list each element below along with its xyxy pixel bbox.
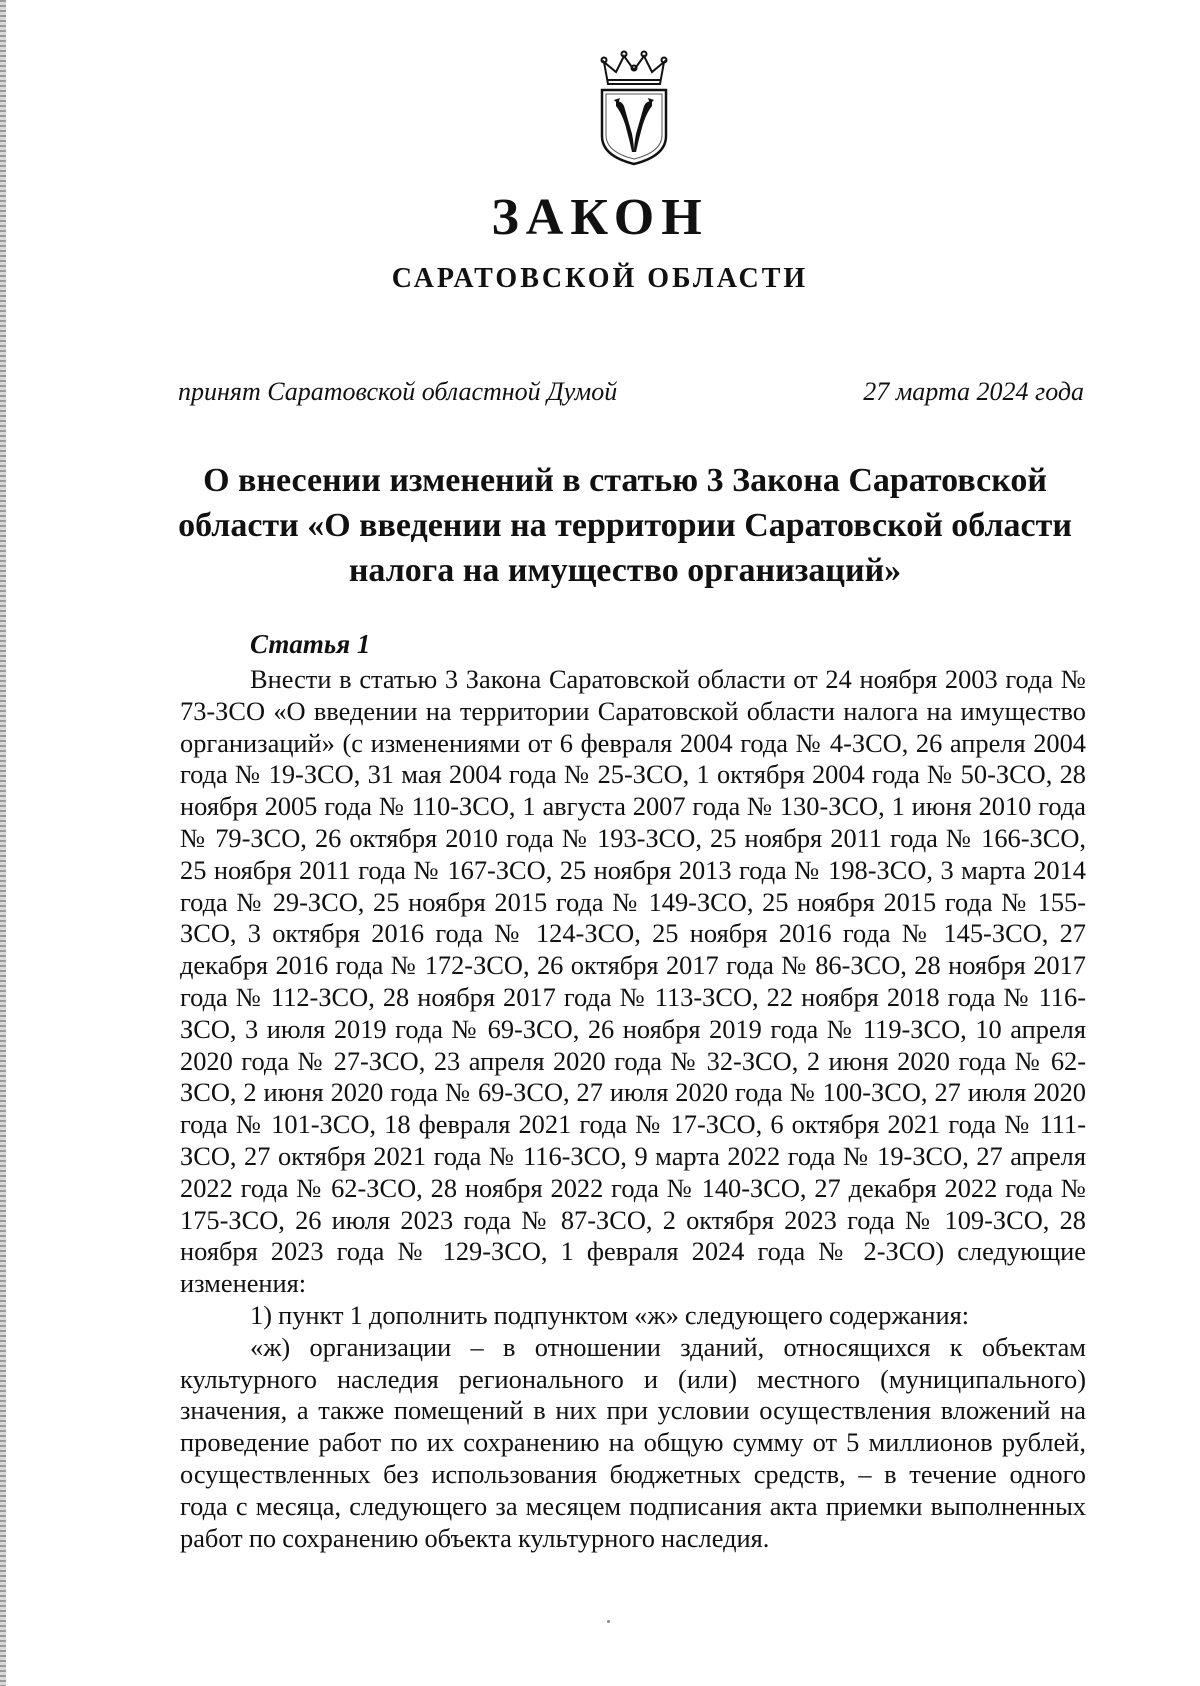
article-heading: Статья 1 (250, 629, 371, 659)
law-title: ЗАКОН (491, 189, 709, 246)
law-subtitle: САРАТОВСКОЙ ОБЛАСТИ (391, 263, 809, 294)
article-paragraph: 1) пункт 1 дополнить подпунктом «ж» следующего содержания: (250, 1299, 970, 1330)
article-paragraph: Внести в статью 3 Закона Саратовской области от 24 ноября 2003 года № 73-ЗСО «О введении на территории Саратовской области налога на имущество организаций» (с изменениями от 6 февраля 2004 года № 4-ЗСО, 26 апреля 2004 года № 19-ЗСО, 31 мая 2004 года № 25-ЗСО, 1 октября 2004 года № 50-ЗСО, 28 ноября 2005 года № 110-ЗСО, 1 августа 2007 года № 130-ЗСО, 1 июня 2010 года № 79-ЗСО, 26 октября 2010 года № 193-ЗСО, 25 ноября 2011 года № 166-ЗСО, 25 ноября 2011 года № 167-ЗСО, 25 ноября 2013 года № 198-ЗСО, 3 марта 2014 года № 29-ЗСО, 25 ноября 2015 года № 149-ЗСО, 25 ноября 2015 года № 155-ЗСО, 3 октября 2016 года № 124-ЗСО, 25 ноября 2016 года № 145-ЗСО, 27 декабря 2016 года № 172-ЗСО, 26 октября 2017 года № 86-ЗСО, 28 ноября 2017 года № 112-ЗСО, 28 ноября 2017 года № 113-ЗСО, 22 ноября 2018 года № 116-ЗСО, 3 июля 2019 года № 69-ЗСО, 26 ноября 2019 года № 119-ЗСО, 10 апреля 2020 года № 27-ЗСО, 23 апреля 2020 года № 32-ЗСО, 2 июня 2020 года № 62-ЗСО, 2 июня 2020 года № 69-ЗСО, 27 июля 2020 года № 100-ЗСО, 27 июля 2020 года № 101-ЗСО, 18 февраля 2021 года № 17-ЗСО, 6 октября 2021 года № 111-ЗСО, 27 октября 2021 года № 116-ЗСО, 9 марта 2022 года № 19-ЗСО, 27 апреля 2022 года № 62-ЗСО, 28 ноября 2022 года № 140-ЗСО, 27 декабря 2022 года № 175-ЗСО, 26 июля 2023 года № 87-ЗСО, 2 октября 2023 года № 109-ЗСО, 28 ноября 2023 года № 129-ЗСО, 1 февраля 2024 года № 2-ЗСО) следующие изменения: (180, 664, 1086, 1299)
document-title: О внесении изменений в статью 3 Закона Саратовской области «О введении на территории Саратовской области налога на имущество организаций» (178, 462, 1072, 589)
article-paragraph: «ж) организации – в отношении зданий, относящихся к объектам культурного наследия регионального и (или) местного (муниципального) значения, а также помещений в них при условии осуществления вложений на проведение работ по их сохранению на общую сумму от 5 миллионов рублей, осуществленных без использования бюджетных средств, – в течение одного года с месяца, следующего за месяцем подписания акта приемки выполненных работ по сохранению объекта культурного наследия. (180, 1331, 1086, 1553)
adopted-by: принят Саратовской областной Думой (178, 377, 618, 406)
adoption-date: 27 марта 2024 года (863, 377, 1084, 406)
article-body (180, 664, 1086, 1554)
scan-speck (607, 1620, 610, 1623)
saratov-coat-of-arms-icon (594, 48, 674, 166)
